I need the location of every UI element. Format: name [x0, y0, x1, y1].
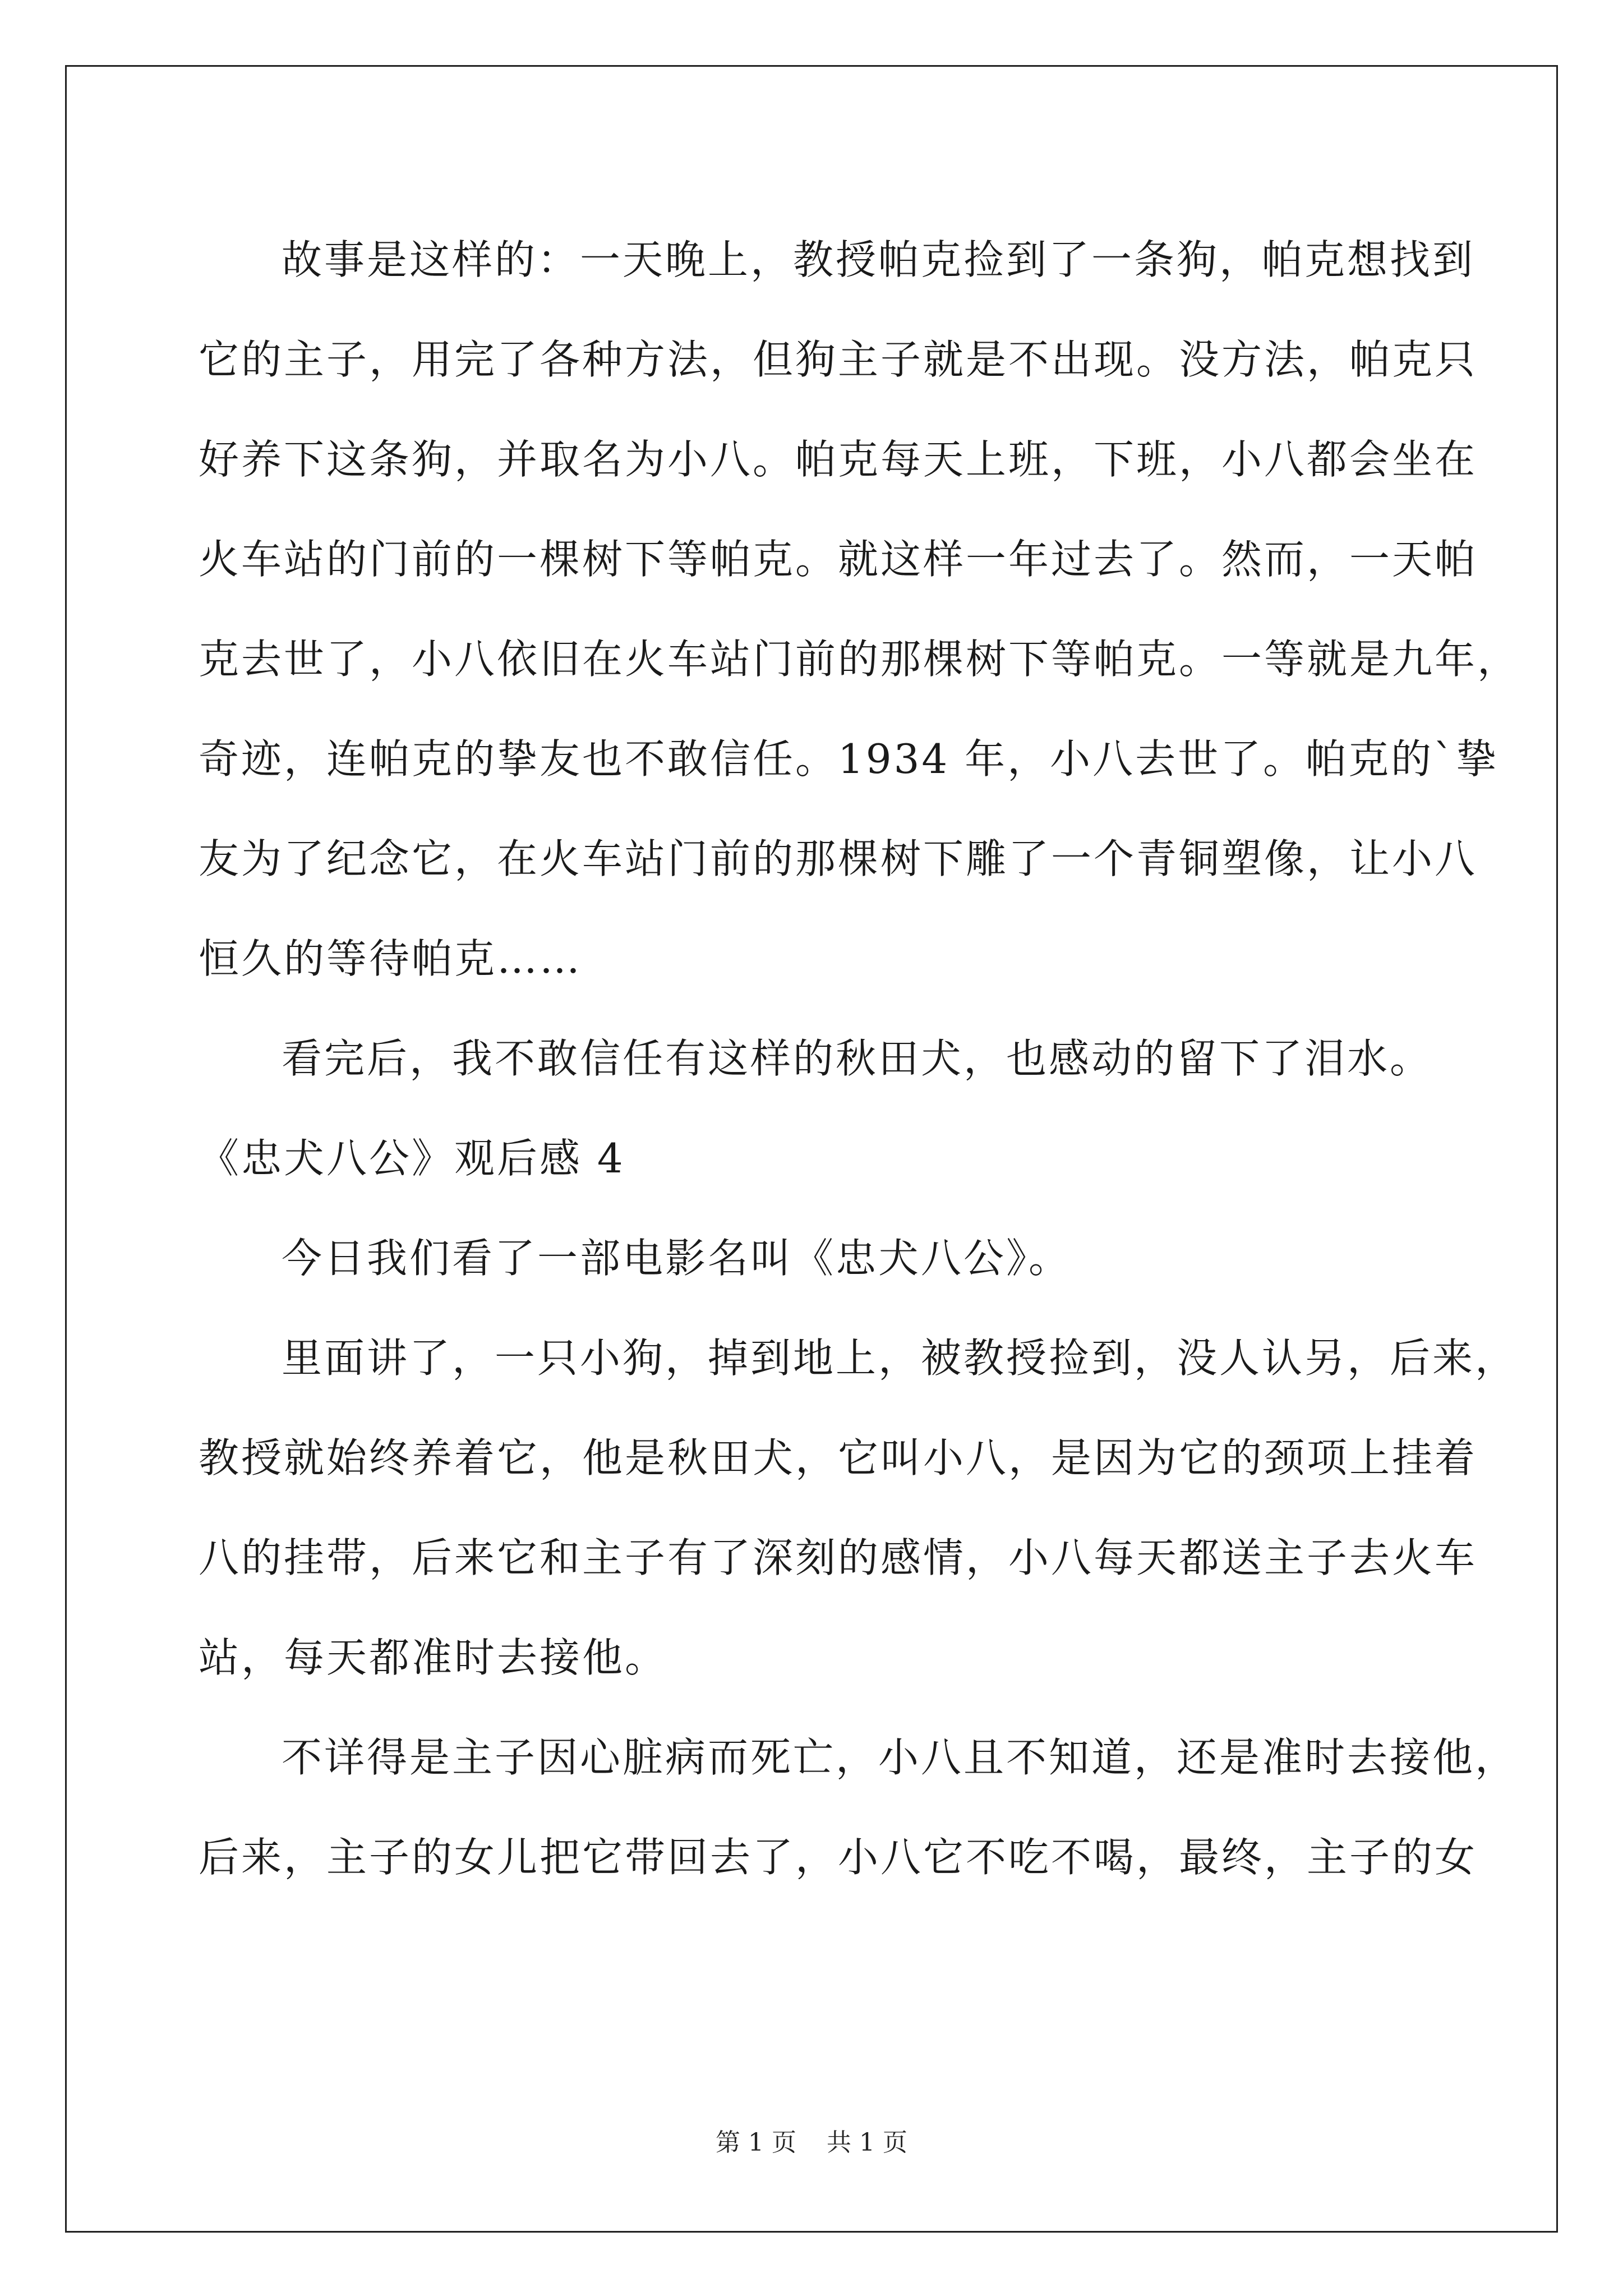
- paragraph-line: 教授就始终养着它，他是秋田犬，它叫小八，是因为它的颈项上挂着: [199, 1434, 1478, 1481]
- paragraph-line: 它的主子，用完了各种方法，但狗主子就是不出现。没方法，帕克只: [199, 336, 1478, 383]
- paragraph-line: 克去世了，小八依旧在火车站门前的那棵树下等帕克。一等就是九年，: [199, 636, 1520, 683]
- paragraph-line: 今日我们看了一部电影名叫《忠犬八公》。: [282, 1235, 1072, 1282]
- document-body: [199, 210, 1520, 1907]
- paragraph-line: 好养下这条狗，并取名为小八。帕克每天上班，下班，小八都会坐在: [199, 436, 1478, 483]
- paragraph-line: 恒久的等待帕克……: [199, 935, 583, 982]
- paragraph-line: 站，每天都准时去接他。: [199, 1634, 668, 1681]
- page-number-current: 第 1 页: [716, 2128, 796, 2157]
- page-number-total: 共 1 页: [827, 2128, 907, 2157]
- section-heading: 《忠犬八公》观后感 4: [199, 1135, 625, 1182]
- paragraph-line: 看完后，我不敢信任有这样的秋田犬，也感动的留下了泪水。: [282, 1035, 1433, 1082]
- paragraph-line: 友为了纪念它，在火车站门前的那棵树下雕了一个青铜塑像，让小八: [199, 835, 1478, 882]
- paragraph-line: 八的挂带，后来它和主子有了深刻的感情，小八每天都送主子去火车: [199, 1534, 1478, 1581]
- paragraph-line: 里面讲了，一只小狗，掉到地上，被教授捡到，没人认另，后来，: [282, 1335, 1518, 1382]
- paragraph-line: 奇迹，连帕克的挚友也不敢信任。1934 年，小八去世了。帕克的`挚: [199, 735, 1499, 783]
- paragraph-line: 故事是这样的：一天晚上，教授帕克捡到了一条狗，帕克想找到: [282, 236, 1476, 283]
- paragraph-line: 不详得是主子因心脏病而死亡，小八且不知道，还是准时去接他，: [282, 1734, 1518, 1781]
- page-footer: [0, 2126, 1623, 2160]
- paragraph-line: 火车站的门前的一棵树下等帕克。就这样一年过去了。然而，一天帕: [199, 536, 1478, 583]
- paragraph-line: 后来，主子的女儿把它带回去了，小八它不吃不喝，最终，主子的女: [199, 1834, 1478, 1881]
